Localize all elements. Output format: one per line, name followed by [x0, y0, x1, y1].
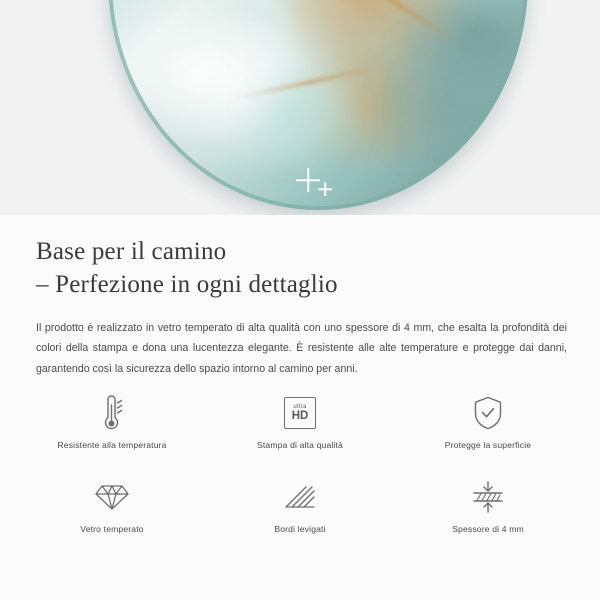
feature-item-thickness — [394, 474, 582, 552]
feature-label: Resistente alla temperatura — [57, 440, 167, 450]
decorative-swirl — [358, 10, 528, 190]
badge-small-text: ultra — [293, 403, 307, 410]
feature-label: Stampa di alta qualità — [257, 440, 343, 450]
hero-image — [0, 0, 600, 215]
decorative-swirl — [228, 50, 378, 180]
page-title — [0, 215, 600, 302]
feature-item-surface-protection — [394, 390, 582, 468]
thermometer-icon — [97, 390, 127, 436]
description-paragraph: Il prodotto è realizzato in vetro temperato di alta qualità con uno spessore di 4 mm, che esalta la profondità dei colori della stampa e dona una lucentezza elegante. È resistente alle alte temperature e protegge dai danni, garantendo così la sicurezza dello spazio intorno al camino per anni. — [36, 321, 567, 375]
glass-plate-image — [108, 0, 528, 210]
feature-item-print-quality — [206, 390, 394, 468]
feature-item-tempered-glass — [18, 474, 206, 552]
description-content — [0, 215, 600, 379]
ultra-hd-icon — [284, 390, 316, 436]
badge-big-text: HD — [291, 409, 309, 422]
feature-label: Vetro temperato — [80, 524, 144, 534]
feature-item-polished-edges — [206, 474, 394, 552]
feature-item-temperature-resistant — [18, 390, 206, 468]
feature-grid — [0, 390, 600, 552]
feature-label: Spessore di 4 mm — [452, 524, 524, 534]
shield-check-icon — [471, 390, 505, 436]
thickness-arrows-icon — [470, 474, 506, 520]
headline-line-2: – Perfezione in ogni dettaglio — [36, 271, 338, 299]
headline-line-1: Base per il camino — [36, 238, 227, 265]
feature-label: Bordi levigati — [274, 524, 326, 534]
feature-label: Protegge la superficie — [444, 440, 532, 450]
polished-edges-icon — [283, 474, 317, 520]
diamond-icon — [94, 474, 130, 520]
